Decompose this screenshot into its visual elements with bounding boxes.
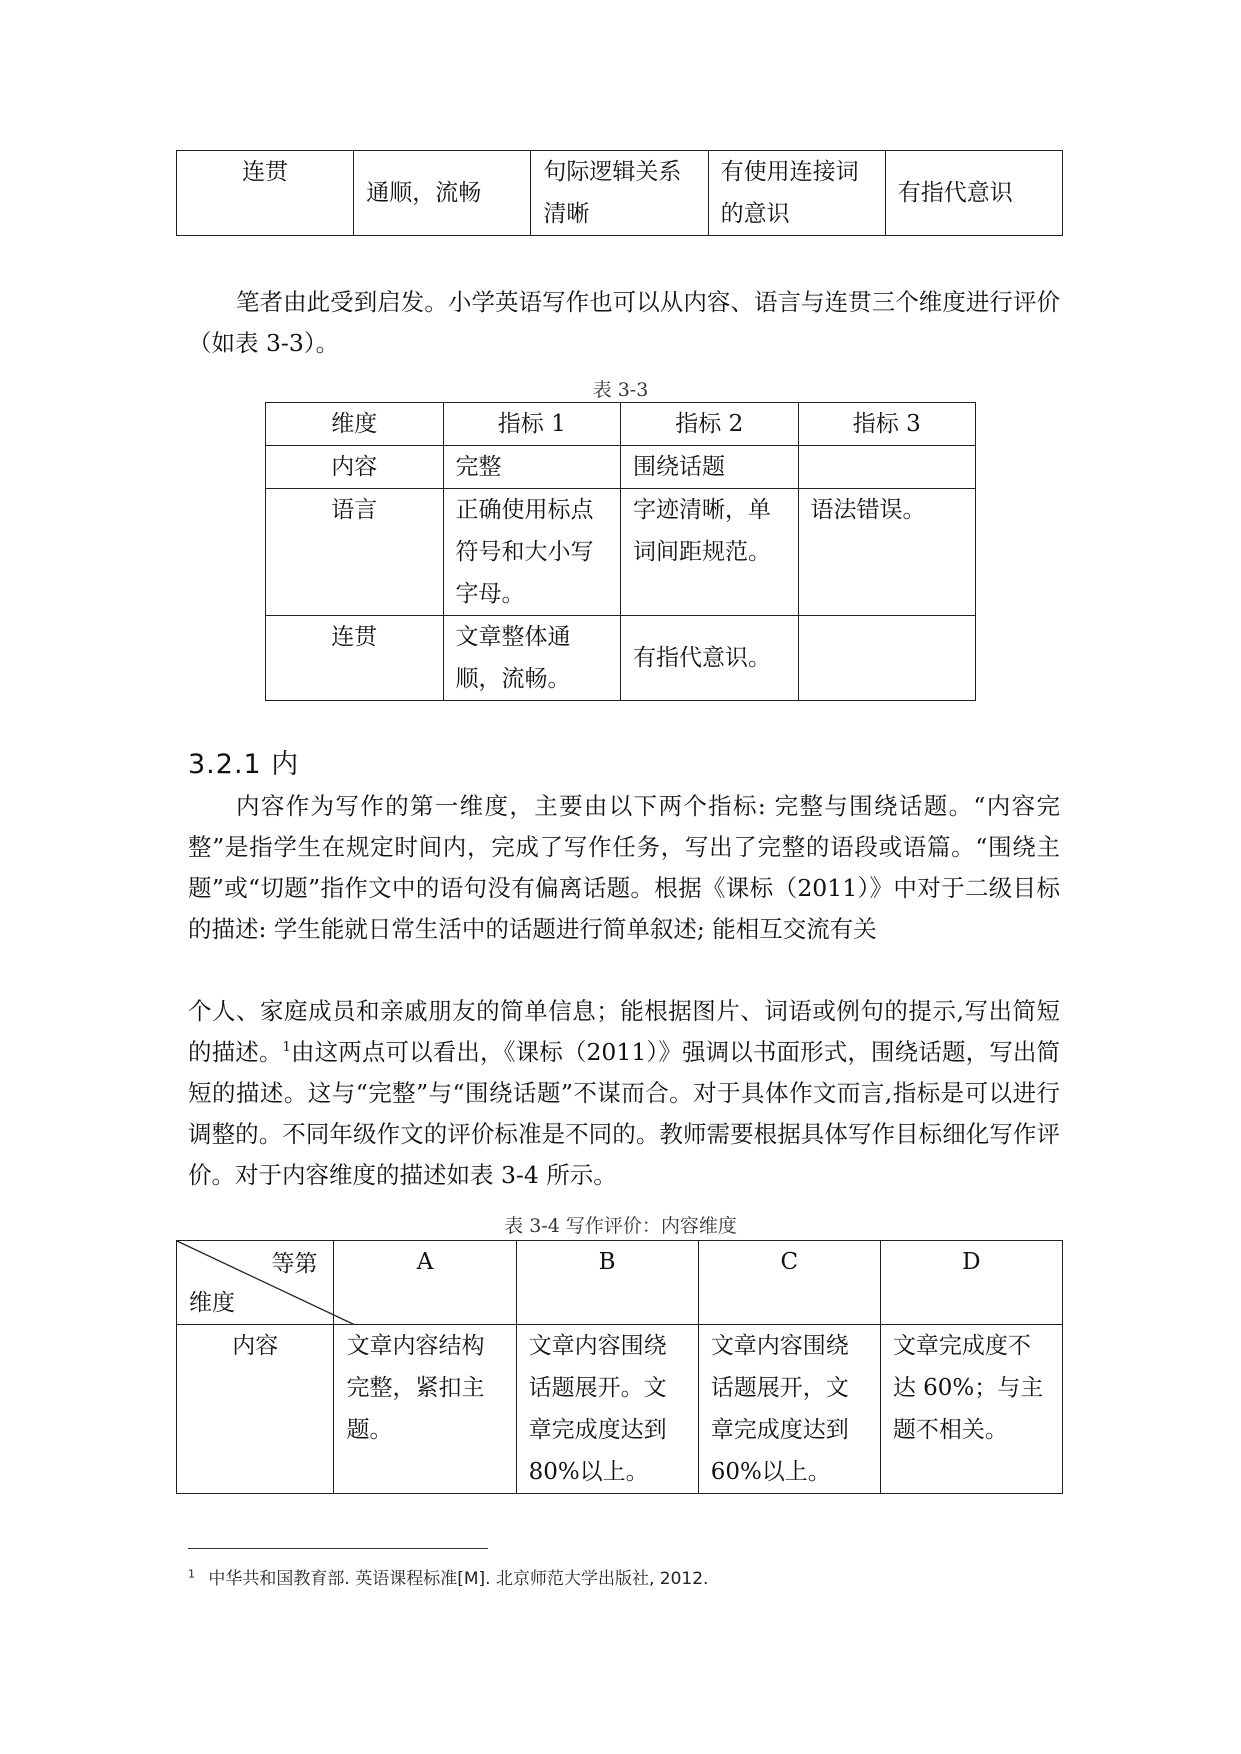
table-header-cell: C bbox=[698, 1241, 880, 1325]
table-header-cell: 指标 1 bbox=[443, 403, 621, 446]
table-row bbox=[177, 1325, 1063, 1494]
table-header-cell: 维度 bbox=[266, 403, 444, 446]
diagonal-header-cell bbox=[177, 1241, 334, 1325]
table-cell: 文章整体通顺，流畅。 bbox=[443, 616, 621, 701]
footnote bbox=[188, 1564, 708, 1589]
table-cell: 文章内容围绕话题展开。文章完成度达到 80%以上。 bbox=[516, 1325, 698, 1494]
table-cell bbox=[798, 446, 976, 489]
table-header-cell: A bbox=[334, 1241, 516, 1325]
continued-table bbox=[176, 150, 1063, 236]
corner-label-grade: 等第 bbox=[271, 1251, 318, 1277]
table-cell: 字迹清晰，单词间距规范。 bbox=[621, 489, 799, 616]
table-3-4 bbox=[176, 1240, 1063, 1494]
table-row bbox=[266, 446, 976, 489]
table-caption: 表 3-4 写作评价：内容维度 bbox=[504, 1215, 737, 1237]
paragraph: 笔者由此受到启发。小学英语写作也可以从内容、语言与连贯三个维度进行评价（如表 3-3）。 bbox=[188, 288, 1060, 357]
paragraph bbox=[188, 991, 1060, 1196]
footnote-reference[interactable]: 1 bbox=[282, 1040, 291, 1056]
table-cell: 连贯 bbox=[177, 151, 354, 236]
footnote-divider bbox=[188, 1548, 488, 1549]
table-cell: 通顺，流畅 bbox=[354, 151, 531, 236]
table-cell: 完整 bbox=[443, 446, 621, 489]
table-cell: 内容 bbox=[266, 446, 444, 489]
table-cell: 文章内容结构完整，紧扣主题。 bbox=[334, 1325, 516, 1494]
paragraph: 内容作为写作的第一维度，主要由以下两个指标: 完整与围绕话题。“内容完整”是指学生在规定时间内，完成了写作任务，写出了完整的语段或语篇。“围绕主题”或“切题”指作文中的语句没有偏离话题。根据《课标（2011）》中对于二级目标的描述: 学生能就日常生活中的话题进行简单叙述; 能相互交流有关 bbox=[188, 792, 1060, 943]
table-cell: 有指代意识。 bbox=[621, 616, 799, 701]
table-cell: 语法错误。 bbox=[798, 489, 976, 616]
table-row bbox=[266, 489, 976, 616]
table-cell: 文章完成度不达 60%；与主题不相关。 bbox=[880, 1325, 1062, 1494]
table-header-cell: 指标 2 bbox=[621, 403, 799, 446]
table-cell: 语言 bbox=[266, 489, 444, 616]
table-cell: 内容 bbox=[177, 1325, 334, 1494]
table-cell: 有使用连接词的意识 bbox=[708, 151, 885, 236]
table-3-3 bbox=[265, 402, 976, 701]
footnote-text: 中华共和国教育部. 英语课程标准[M]. 北京师范大学出版社, 2012. bbox=[208, 1569, 709, 1589]
section-heading: 3.2.1 内 bbox=[188, 749, 300, 780]
paragraph-text: 由这两点可以看出，《课标（2011）》强调以书面形式，围绕话题，写出简短的描述。这与“完整”与“围绕话题”不谋而合。对于具体作文而言,指标是可以进行调整的。不同年级作文的评价标准是不同的。教师需要根据具体写作目标细化写作评价。对于内容维度的描述如表 3-4 所示。 bbox=[188, 1038, 1060, 1189]
table-row bbox=[266, 616, 976, 701]
paragraph-text: 个人、家庭成员和亲戚朋友的简单信息；能根据图片、词语或例句的提示,写出简短的描述。 bbox=[188, 997, 1060, 1066]
table-cell: 有指代意识 bbox=[885, 151, 1062, 236]
corner-label-dimension: 维度 bbox=[189, 1290, 235, 1316]
table-cell bbox=[798, 616, 976, 701]
table-header-cell: B bbox=[516, 1241, 698, 1325]
table-header-cell: 指标 3 bbox=[798, 403, 976, 446]
table-cell: 围绕话题 bbox=[621, 446, 799, 489]
table-cell: 句际逻辑关系清晰 bbox=[531, 151, 708, 236]
table-header-cell: D bbox=[880, 1241, 1062, 1325]
footnote-number: 1 bbox=[188, 1567, 195, 1581]
table-cell: 正确使用标点符号和大小写字母。 bbox=[443, 489, 621, 616]
table-cell: 连贯 bbox=[266, 616, 444, 701]
table-cell: 文章内容围绕话题展开，文章完成度达到 60%以上。 bbox=[698, 1325, 880, 1494]
table-caption: 表 3-3 bbox=[592, 379, 649, 401]
